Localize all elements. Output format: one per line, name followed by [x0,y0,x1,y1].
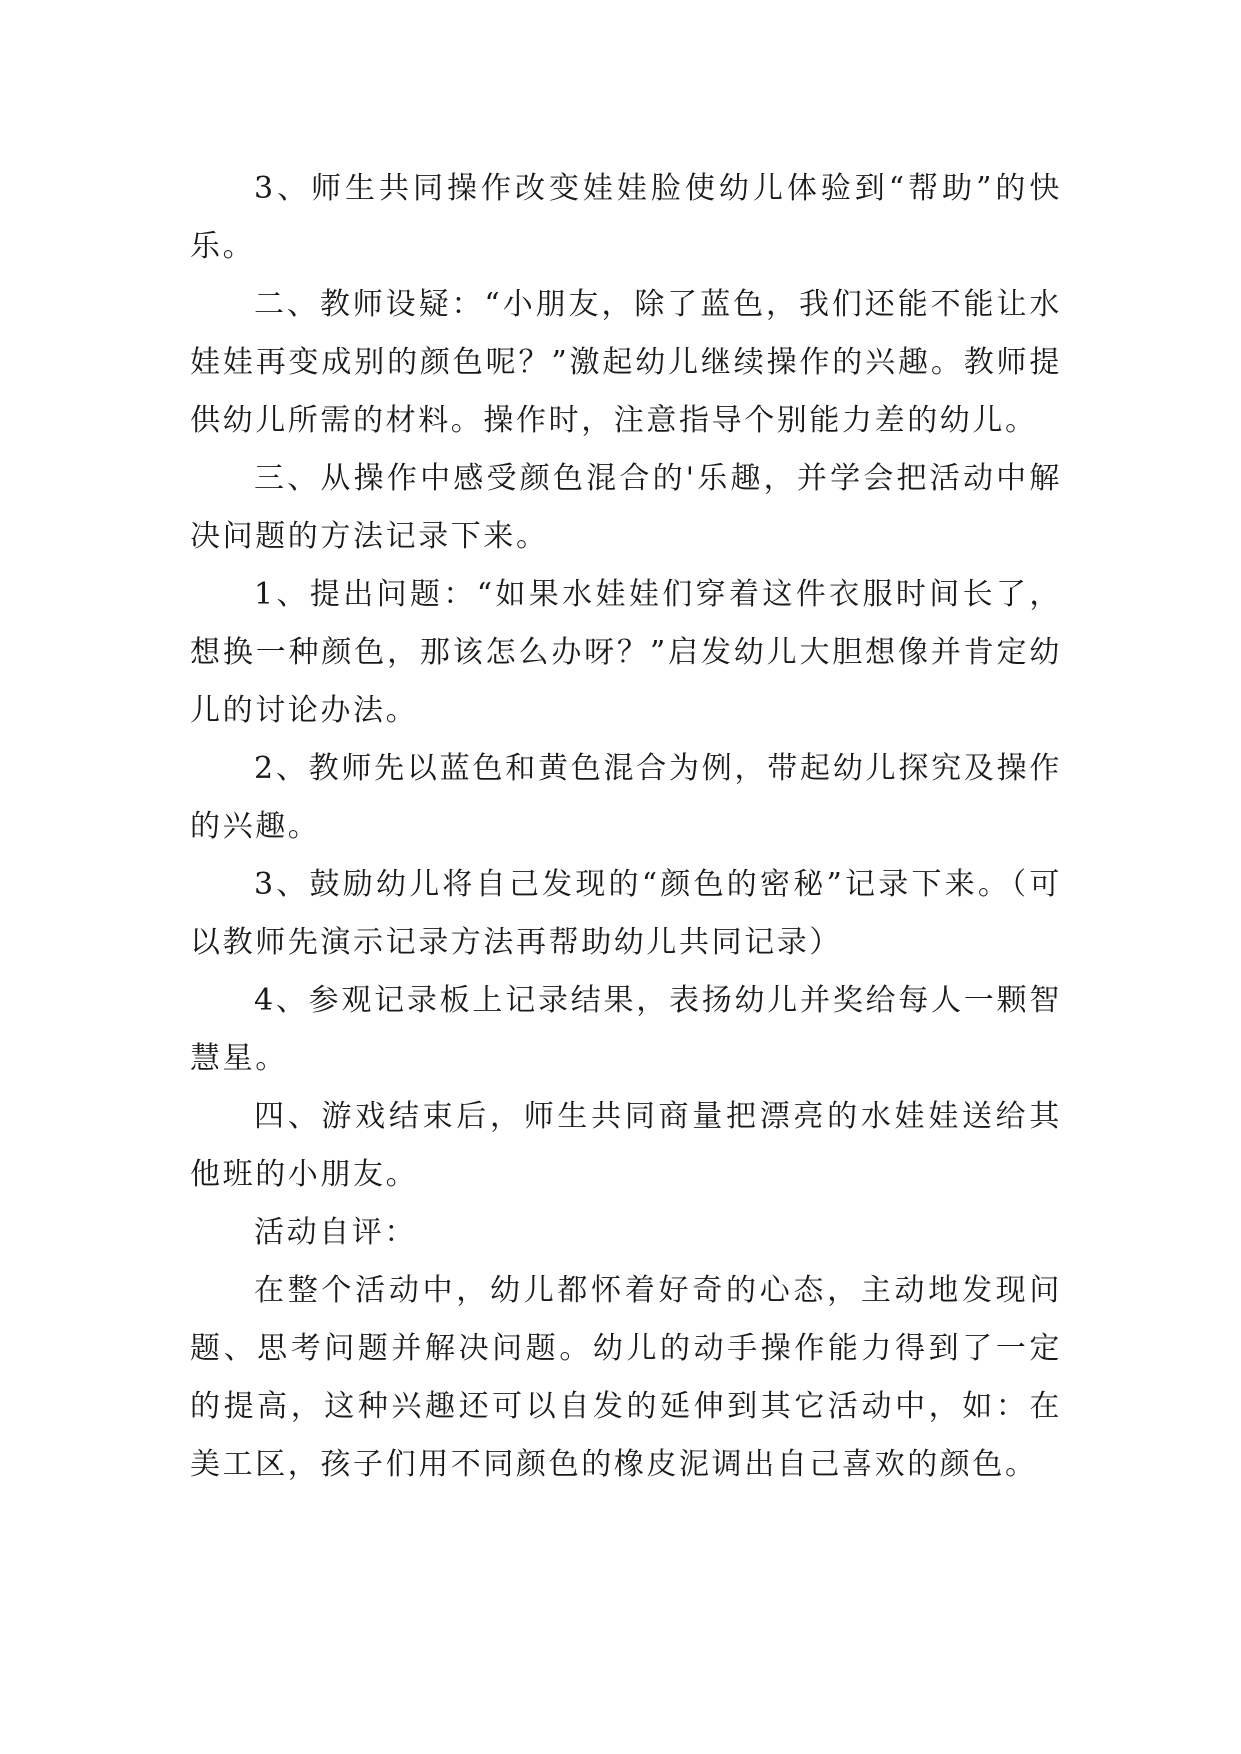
paragraph-self-evaluation-body: 在整个活动中，幼儿都怀着好奇的心态，主动地发现问题、思考问题并解决问题。幼儿的动手操作能力得到了一定的提高，这种兴趣还可以自发的延伸到其它活动中，如：在美工区，孩子们用不同颜色的橡皮泥调出自己喜欢的颜色。 [190,1273,1062,1482]
paragraph-step-3-help: 3、师生共同操作改变娃娃脸使幼儿体验到“帮助”的快乐。 [190,171,1062,264]
paragraph-step-4-wisdom-star: 4、参观记录板上记录结果，表扬幼儿并奖给每人一颗智慧星。 [190,983,1062,1076]
paragraph-step-3-record-secret: 3、鼓励幼儿将自己发现的“颜色的密秘”记录下来。（可以教师先演示记录方法再帮助幼儿共同记录） [190,867,1062,960]
paragraph-step-2-blue-yellow: 2、教师先以蓝色和黄色混合为例，带起幼儿探究及操作的兴趣。 [190,751,1062,844]
paragraph-section-4-game-end: 四、游戏结束后，师生共同商量把漂亮的水娃娃送给其他班的小朋友。 [190,1099,1062,1192]
paragraph-step-1-ask-question: 1、提出问题：“如果水娃娃们穿着这件衣服时间长了，想换一种颜色，那该怎么办呀？”启发幼儿大胆想像并肯定幼儿的讨论办法。 [190,577,1062,728]
paragraph-section-3-color-mixing: 三、从操作中感受颜色混合的'乐趣，并学会把活动中解决问题的方法记录下来。 [190,461,1062,554]
document-body [190,160,1062,1494]
paragraph-section-2-teacher-question: 二、教师设疑：“小朋友，除了蓝色，我们还能不能让水娃娃再变成别的颜色呢？”激起幼儿继续操作的兴趣。教师提供幼儿所需的材料。操作时，注意指导个别能力差的幼儿。 [190,287,1062,438]
paragraph-self-evaluation-heading: 活动自评： [254,1215,417,1250]
